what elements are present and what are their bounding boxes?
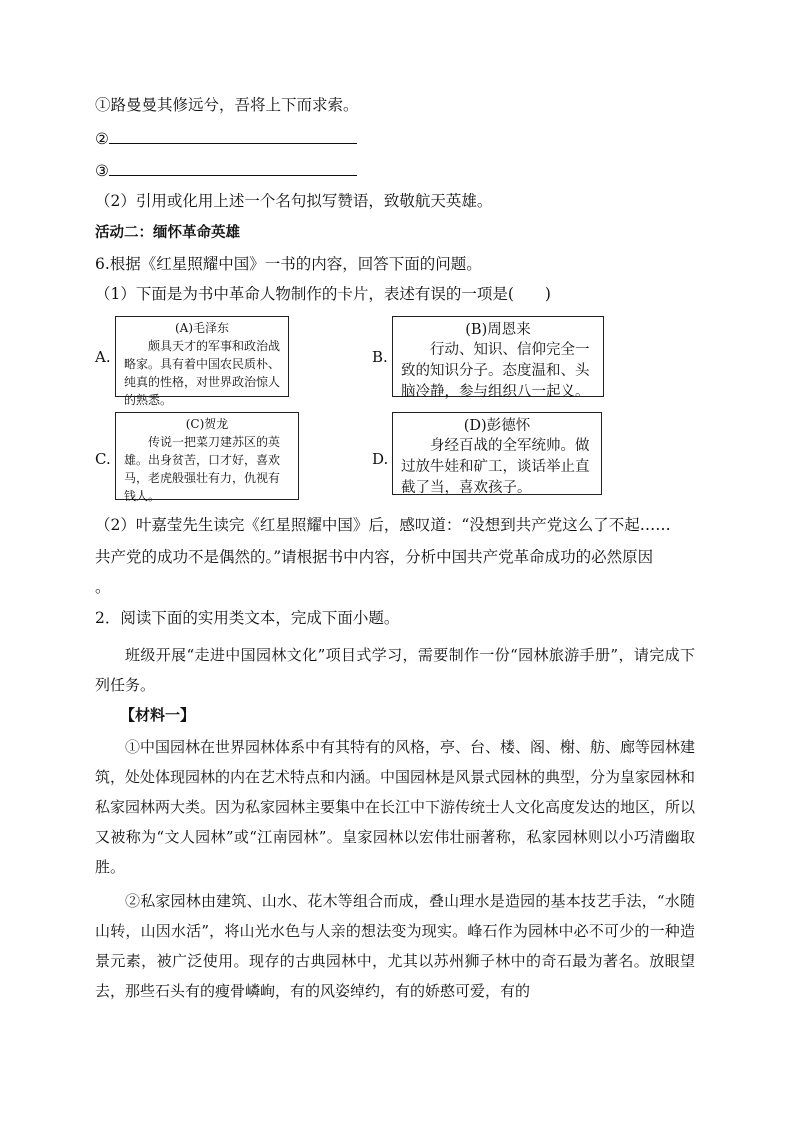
answer-blank-2[interactable] (109, 129, 357, 144)
material-1-paragraph-1: ①中国园林在世界园林体系中有其特有的风格，亭、台、楼、阁、榭、舫、廊等园林建筑，处处体现园林的内在艺术特点和内涵。中国园林是风景式园林的典型，分为皇家园林和私家园林两大类。因为私家园林主要集中在长江中下游传统士人文化高度发达的地区，所以又被称为“文人园林”或“江南园林”。皇家园林以宏伟壮丽著称，私家园林则以小巧清幽取胜。 (95, 738, 696, 876)
option-b-letter[interactable]: B. (372, 348, 388, 366)
poem-line-2-number: ② (95, 130, 109, 148)
option-c-text: 传说一把菜刀建苏区的英雄。出身贫苦，口才好，喜欢马，老虎般强壮有力，仇视有钱人。 (124, 435, 281, 503)
material-1-paragraph-2: ②私家园林由建筑、山水、花木等组合而成，叠山理水是造园的基本技艺手法，“水随山转，山因水活”，将山光水色与人亲的想法变为现实。峰石作为园林中必不可少的一种造景元素，被广泛使用。现存的古典园林中，尤其以苏州狮子林中的奇石最为著名。放眼望去，那些石头有的瘦骨嶙峋，有的风姿绰约，有的娇憨可爱，有的 (95, 892, 695, 1000)
question-6-sub2-line2: 共产党的成功不是偶然的。”请根据书中内容，分析中国共产党革命成功的必然原因 (95, 548, 654, 566)
question-6-stem: 6.根据《红星照耀中国》一书的内容，回答下面的问题。 (95, 255, 482, 273)
option-b-card[interactable] (392, 316, 604, 400)
option-c-card[interactable] (115, 412, 299, 503)
option-a-letter[interactable]: A. (95, 348, 111, 366)
poem-line-2 (95, 128, 357, 150)
option-a-card[interactable] (115, 316, 289, 407)
question-2-prompt: （2）引用或化用上述一个名句拟写赞语，致敬航天英雄。 (95, 192, 493, 210)
option-c-title: (C)贺龙 (185, 417, 229, 431)
answer-blank-3[interactable] (109, 161, 357, 176)
option-b-title: (B)周恩来 (465, 322, 531, 338)
poem-line-1: ①路曼曼其修远兮，吾将上下而求索。 (95, 96, 359, 114)
poem-line-3-number: ③ (95, 162, 109, 180)
reading-question-stem: 2．阅读下面的实用类文本，完成下面小题。 (95, 609, 400, 627)
question-6-sub2-line1: （2）叶嘉莹先生读完《红星照耀中国》后，感叹道：“没想到共产党这么了不起…… (95, 516, 671, 534)
poem-line-3 (95, 160, 357, 182)
reading-intro: 班级开展“走进中国园林文化”项目式学习，需要制作一份“园林旅游手册”，请完成下列任务。 (95, 646, 695, 694)
option-a-title: (A)毛泽东 (174, 321, 230, 335)
option-c-letter[interactable]: C. (95, 450, 111, 468)
material-1-heading: 【材料一】 (120, 706, 196, 724)
option-a-text: 颇具天才的军事和政治战略家。具有着中国农民质朴、纯真的性格，对世界政治惊人的熟悉。 (124, 339, 281, 407)
option-d-letter[interactable]: D. (372, 450, 389, 468)
question-6-sub2-line3: 。 (95, 578, 111, 596)
activity-2-heading: 活动二：缅怀革命英雄 (95, 225, 240, 241)
option-d-title: (D)彭德怀 (463, 418, 531, 434)
question-6-sub1: （1）下面是为书中革命人物制作的卡片，表述有误的一项是( ) (95, 285, 551, 303)
option-b-text: 行动、知识、信仰完全一致的知识分子。态度温和、头脑冷静，参与组织八一起义。 (401, 342, 590, 400)
option-d-card[interactable] (392, 412, 602, 495)
option-d-text: 身经百战的全军统帅。做过放牛娃和矿工，谈话举止直截了当，喜欢孩子。 (401, 438, 590, 496)
